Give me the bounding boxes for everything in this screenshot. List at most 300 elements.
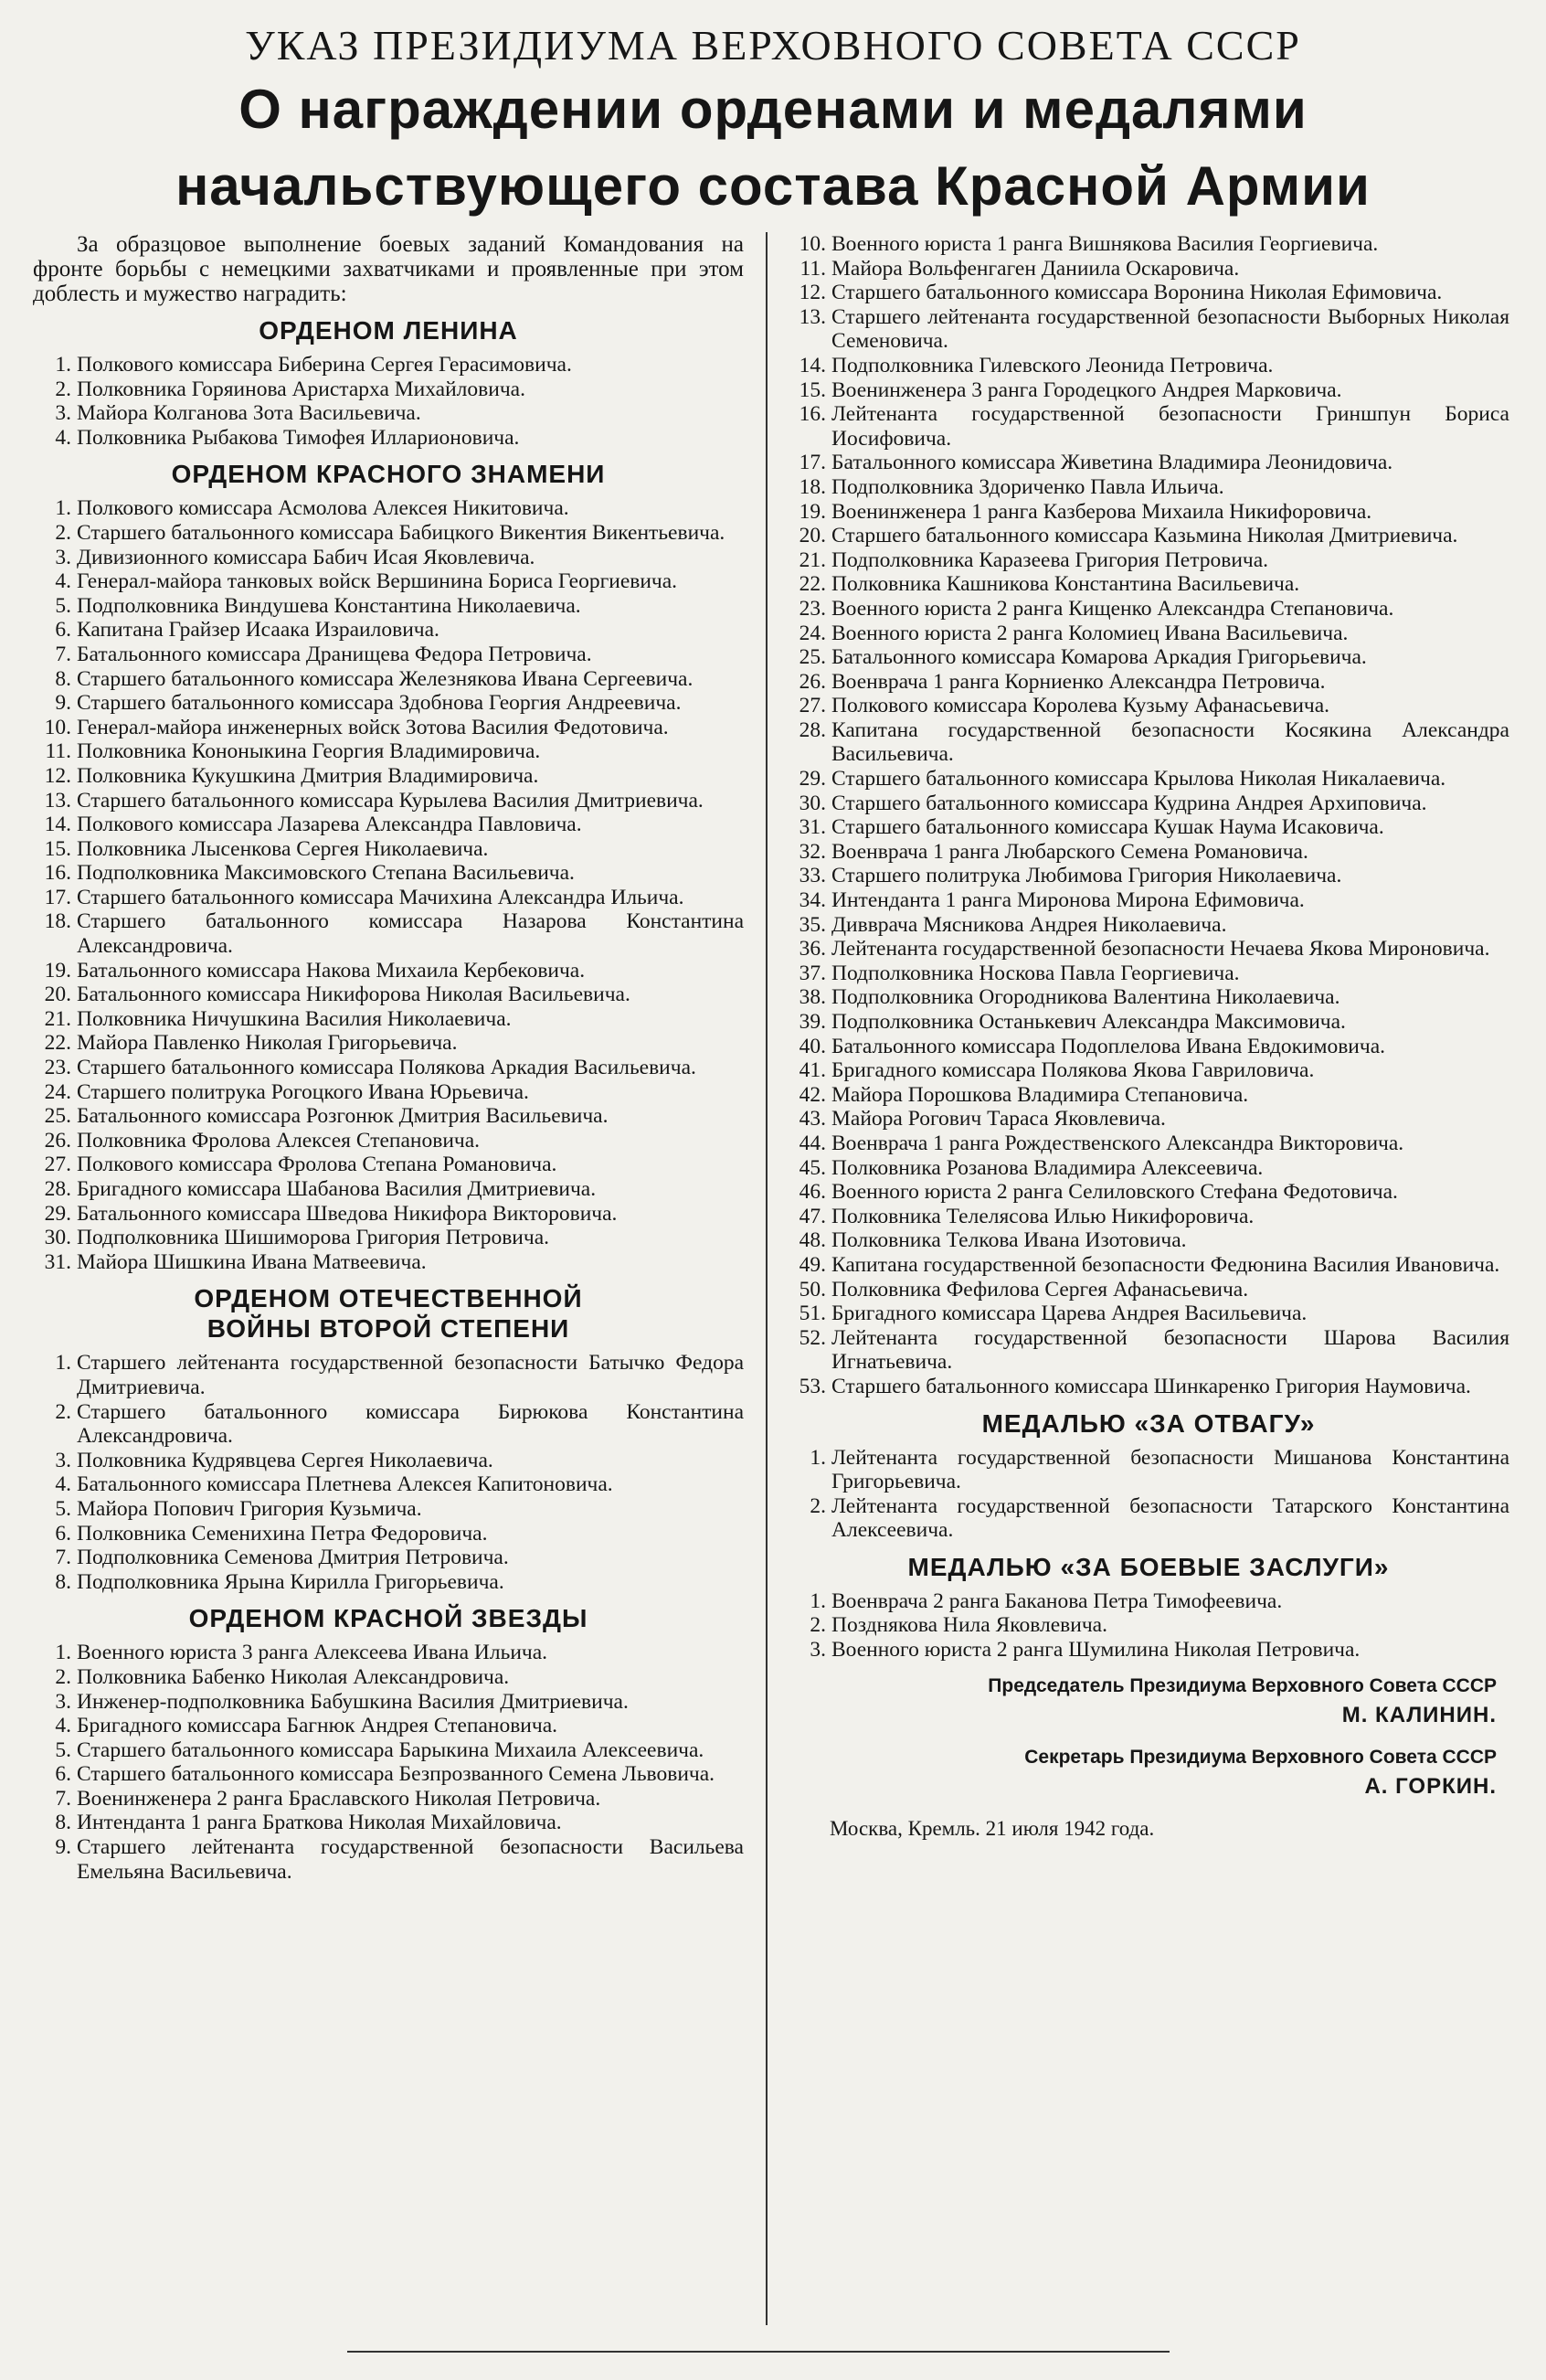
item-text: Батальонного комиссара Шведова Никифора Викторовича. [77,1201,618,1226]
section-heading: МЕДАЛЬЮ «ЗА ОТВАГУ» [981,1408,1316,1438]
award-item [33,1546,744,1570]
award-item [33,1762,744,1787]
award-item [788,1326,1509,1375]
award-item [33,426,744,451]
item-number: 11. [45,739,71,764]
award-item [33,1497,744,1522]
item-text: Подполковника Ярына Кирилла Григорьевича. [77,1569,504,1594]
item-number: 2. [55,1399,71,1424]
left-column [33,232,744,1884]
item-number: 18. [44,909,71,934]
item-text: Полковника Кашникова Константина Васильевича. [831,572,1300,597]
item-text: Старшего батальонного комиссара Здобнова Георгия Андреевича. [77,691,682,716]
award-item [33,1400,744,1449]
award-item [33,643,744,667]
item-number: 4. [55,425,71,450]
award-item [33,1250,744,1275]
item-number: 34. [799,888,826,913]
item-number: 3. [55,401,71,426]
item-number: 3. [55,1448,71,1472]
item-text: Дивврача Мясникова Андрея Николаевича. [831,912,1227,937]
item-text: Дивизионного комиссара Бабич Исая Яковлевича. [77,545,535,569]
item-number: 23. [799,596,826,621]
item-text: Военврача 1 ранга Любарского Семена Романовича. [831,839,1308,864]
item-text: Майора Шишкина Ивана Матвеевича. [77,1249,427,1274]
award-item [788,1613,1509,1638]
award-item [33,1522,744,1546]
award-item [788,305,1509,354]
award-item [33,521,744,546]
award-item [788,840,1509,865]
award-item [33,886,744,910]
award-item [788,354,1509,378]
award-item [33,618,744,643]
item-number: 19. [799,499,826,524]
item-text: Старшего политрука Любимова Григория Николаевича. [831,864,1342,888]
award-item [788,718,1509,767]
item-text: Полкового комиссара Фролова Степана Романовича. [77,1153,557,1177]
item-number: 21. [799,547,826,572]
item-number: 31. [44,1249,71,1274]
award-item [33,1202,744,1227]
award-item [788,402,1509,451]
award-item [33,909,744,958]
award-item [33,1351,744,1399]
award-item [33,1787,744,1812]
award-item [788,1253,1509,1278]
item-number: 2. [810,1493,826,1518]
item-number: 25. [44,1104,71,1129]
item-number: 39. [799,1010,826,1034]
main-title-line-2: начальствующего состава Красной Армии [175,155,1371,217]
item-text: Старшего батальонного комиссара Крылова Николая Никалаевича. [831,767,1446,792]
item-number: 4. [55,1472,71,1497]
award-item [788,1494,1509,1543]
item-text: Военинженера 2 ранга Браславского Николая Петровича. [77,1786,601,1811]
award-item [788,524,1509,548]
item-number: 2. [810,1613,826,1638]
item-number: 36. [799,937,826,962]
item-text: Батальонного комиссара Розгонюк Дмитрия Васильевича. [77,1104,609,1129]
item-text: Лейтенанта государственной безопасности Гриншпун Бориса Иосифовича. [831,402,1509,451]
item-text: Старшего батальонного комиссара Назарова Константина Александровича. [77,909,744,959]
item-text: Подполковника Огородникова Валентина Николаевича. [831,985,1340,1010]
item-number: 10. [799,232,826,256]
item-text: Полковника Рыбакова Тимофея Илларионовича. [77,425,520,450]
item-number: 1. [810,1588,826,1613]
award-item [788,1638,1509,1663]
item-number: 7. [55,1786,71,1811]
item-number: 22. [44,1031,71,1056]
item-text: Бригадного комиссара Полякова Якова Гавриловича. [831,1058,1315,1083]
item-text: Интенданта 1 ранга Браткова Николая Михайловича. [77,1811,562,1835]
award-item [33,983,744,1007]
main-title-line-1: О награждении орденами и медалями [238,79,1308,140]
item-number: 24. [44,1079,71,1104]
section-heading: ОРДЕНОМ ЛЕНИНА [259,316,518,345]
award-item [33,496,744,521]
item-number: 15. [799,377,826,402]
award-item [33,1007,744,1032]
award-item [33,716,744,740]
item-number: 29. [44,1201,71,1226]
item-text: Старшего политрука Рогоцкого Ивана Юрьевича. [77,1079,529,1104]
item-text: Батальонного комиссара Живетина Владимира Леонидовича. [831,451,1393,475]
award-item [788,888,1509,913]
award-list [33,1351,744,1594]
item-text: Старшего лейтенанта государственной безопасности Васильева Емельяна Васильевича. [77,1835,744,1884]
item-number: 52. [799,1325,826,1350]
item-text: Старшего лейтенанта государственной безопасности Выборных Николая Семеновича. [831,304,1509,354]
award-item [33,1129,744,1153]
item-text: Полковника Ничушкина Василия Николаевича. [77,1006,512,1031]
award-item [33,1738,744,1763]
item-number: 6. [55,1521,71,1546]
item-text: Генерал-майора танковых войск Вершинина Бориса Георгиевича. [77,569,678,594]
award-item [788,622,1509,646]
award-item [33,691,744,716]
award-item [33,1835,744,1884]
decree-title: УКАЗ ПРЕЗИДИУМА ВЕРХОВНОГО СОВЕТА СССР [245,22,1301,69]
item-number: 51. [799,1302,826,1326]
item-text: Военного юриста 3 ранга Алексеева Ивана Ильича. [77,1641,548,1665]
item-number: 35. [799,912,826,937]
item-text: Военврача 1 ранга Рождественского Александра Викторовича. [831,1131,1404,1155]
item-text: Батальонного комиссара Плетнева Алексея Капитоновича. [77,1472,613,1497]
award-item [788,645,1509,670]
item-text: Старшего батальонного комиссара Казьмина Николая Дмитриевича. [831,524,1458,548]
item-text: Старшего батальонного комиссара Курылева Василия Дмитриевича. [77,788,704,813]
place-date: Москва, Кремль. 21 июля 1942 года. [830,1816,1155,1840]
item-text: Майора Павленко Николая Григорьевича. [77,1031,458,1056]
item-number: 9. [55,691,71,716]
item-number: 1. [55,496,71,521]
item-number: 32. [799,839,826,864]
award-item [788,913,1509,938]
item-text: Старшего батальонного комиссара Полякова Аркадия Васильевича. [77,1056,696,1080]
item-text: Батальонного комиссара Дранищева Федора Петровича. [77,642,592,666]
item-number: 30. [44,1226,71,1250]
item-text: Полковника Горяинова Аристарха Михайловича. [77,377,525,401]
item-number: 25. [799,645,826,670]
right-column [788,232,1509,1843]
item-number: 7. [55,1546,71,1570]
item-number: 50. [799,1277,826,1302]
item-number: 11. [799,256,826,281]
item-number: 38. [799,985,826,1010]
award-item [788,1228,1509,1253]
award-item [33,546,744,570]
item-number: 26. [799,669,826,694]
item-number: 12. [799,281,826,305]
item-number: 29. [799,767,826,792]
item-text: Батальонного комиссара Никифорова Николая Васильевича. [77,983,630,1007]
item-text: Полковника Розанова Владимира Алексеевича. [831,1155,1264,1180]
item-text: Полковника Фролова Алексея Степановича. [77,1128,481,1153]
item-text: Старшего батальонного комиссара Мачихина Александра Ильича. [77,885,684,909]
award-list [788,1446,1509,1543]
award-item [788,475,1509,500]
item-number: 45. [799,1155,826,1180]
item-number: 33. [799,864,826,888]
item-text: Батальонного комиссара Накова Михаила Кербековича. [77,958,586,983]
award-item [788,670,1509,695]
award-item [788,1010,1509,1035]
award-item [788,1035,1509,1059]
award-item [33,1177,744,1202]
item-number: 12. [44,763,71,788]
item-text: Полковника Кононыкина Георгия Владимировича. [77,739,541,764]
item-text: Лейтенанта государственной безопасности Нечаева Якова Мироновича. [831,937,1490,962]
item-text: Старшего батальонного комиссара Шинкаренко Григория Наумовича. [831,1374,1471,1398]
item-text: Лейтенанта государственной безопасности Мишанова Константина Григорьевича. [831,1445,1509,1494]
item-number: 46. [799,1180,826,1205]
award-item [788,378,1509,403]
item-text: Батальонного комиссара Комарова Аркадия Григорьевича. [831,645,1367,670]
item-text: Старшего батальонного комиссара Кушак Наума Исаковича. [831,815,1384,840]
award-item [33,353,744,377]
item-text: Военного юриста 1 ранга Вишнякова Василия Георгиевича. [831,232,1379,256]
award-item [788,1278,1509,1302]
column-divider [766,232,768,2325]
award-item [788,257,1509,282]
item-text: Бригадного комиссара Багнюк Андрея Степановича. [77,1714,558,1738]
signatures [788,1672,1509,1843]
item-number: 13. [799,304,826,329]
item-text: Подполковника Шишиморова Григория Петровича. [77,1226,549,1250]
item-number: 22. [799,572,826,597]
award-item [33,569,744,594]
item-number: 53. [799,1374,826,1398]
item-number: 30. [799,791,826,815]
item-number: 49. [799,1252,826,1277]
item-number: 6. [55,618,71,643]
item-text: Капитана государственной безопасности Федюнина Василия Ивановича. [831,1252,1500,1277]
award-item [788,985,1509,1010]
item-text: Полковника Телелясова Илью Никифоровича. [831,1204,1255,1228]
award-item [788,1302,1509,1326]
item-text: Полкового комиссара Асмолова Алексея Никитовича. [77,496,569,521]
award-item [788,1156,1509,1181]
chairman-role: Председатель Президиума Верховного Совета СССР [988,1674,1497,1696]
award-item [33,1665,744,1690]
item-number: 37. [799,961,826,985]
item-number: 20. [44,983,71,1007]
item-text: Полкового комиссара Биберина Сергея Герасимовича. [77,353,572,377]
award-item [788,572,1509,597]
item-text: Подполковника Гилевского Леонида Петровича. [831,353,1274,377]
item-number: 1. [55,1641,71,1665]
award-item [788,1058,1509,1083]
item-number: 10. [44,715,71,739]
award-item [33,1714,744,1738]
item-text: Полковника Семенихина Петра Федоровича. [77,1521,488,1546]
item-number: 42. [799,1082,826,1107]
item-number: 17. [799,451,826,475]
item-text: Лейтенанта государственной безопасности Шарова Василия Игнатьевича. [831,1325,1509,1375]
award-item [788,548,1509,573]
item-text: Военврача 1 ранга Корниенко Александра Петровича. [831,669,1326,694]
item-text: Старшего батальонного комиссара Кудрина Андрея Архиповича. [831,791,1427,815]
item-number: 43. [799,1107,826,1132]
award-list [788,1589,1509,1663]
item-number: 2. [55,520,71,545]
award-item [33,377,744,402]
item-text: Подполковника Здориченко Павла Ильича. [831,474,1224,499]
item-text: Военного юриста 2 ранга Шумилина Николая Петровича. [831,1638,1361,1663]
item-text: Старшего батальонного комиссара Бабицкого Викентия Викентьевича. [77,520,725,545]
award-item [33,1472,744,1497]
award-item [33,837,744,862]
item-number: 28. [799,717,826,742]
award-item [33,401,744,426]
item-text: Инженер-подполковника Бабушкина Василия Дмитриевича. [77,1689,629,1714]
item-text: Старшего батальонного комиссара Бирюкова Константина Александровича. [77,1399,744,1449]
item-text: Подполковника Носкова Павла Георгиевича. [831,961,1240,985]
bottom-rule [347,2351,1170,2353]
award-item [788,1180,1509,1205]
item-text: Майора Попович Григория Кузьмича. [77,1496,422,1521]
award-item [33,1641,744,1665]
item-text: Военинженера 1 ранга Казберова Михаила Никифоровича. [831,499,1372,524]
item-number: 14. [799,353,826,377]
award-item [788,232,1509,257]
award-item [33,1056,744,1080]
award-list [33,1641,744,1884]
item-number: 21. [44,1006,71,1031]
award-item [33,739,744,764]
item-text: Полковника Кудрявцева Сергея Николаевича. [77,1448,493,1472]
item-number: 26. [44,1128,71,1153]
item-number: 31. [799,815,826,840]
award-item [33,667,744,692]
section-heading: ОРДЕНОМ КРАСНОГО ЗНАМЕНИ [171,460,606,489]
item-text: Военинженера 3 ранга Городецкого Андрея Марковича. [831,377,1342,402]
item-number: 1. [810,1445,826,1470]
item-text: Интенданта 1 ранга Миронова Мирона Ефимовича. [831,888,1305,913]
award-item [33,959,744,983]
item-number: 13. [44,788,71,813]
item-text: Генерал-майора инженерных войск Зотова Василия Федотовича. [77,715,669,739]
item-number: 48. [799,1228,826,1253]
item-text: Капитана Грайзер Исаака Израиловича. [77,618,439,643]
item-text: Военного юриста 2 ранга Коломиец Ивана Васильевича. [831,621,1349,645]
header [55,20,1491,225]
item-text: Старшего батальонного комиссара Безпрозванного Семена Львовича. [77,1762,715,1787]
award-list [33,496,744,1274]
item-text: Майора Вольфенгаген Даниила Оскаровича. [831,256,1240,281]
item-number: 9. [55,1835,71,1860]
item-number: 27. [44,1153,71,1177]
item-text: Полкового комиссара Королева Кузьму Афанасьевича. [831,694,1330,718]
section-heading: МЕДАЛЬЮ «ЗА БОЕВЫЕ ЗАСЛУГИ» [907,1552,1390,1581]
item-text: Позднякова Нила Яковлевича. [831,1613,1107,1638]
item-number: 27. [799,694,826,718]
item-number: 4. [55,1714,71,1738]
award-item [788,281,1509,305]
item-text: Майора Колганова Зота Васильевича. [77,401,421,426]
item-number: 7. [55,642,71,666]
item-number: 8. [55,1569,71,1594]
award-item [788,1589,1509,1614]
item-number: 16. [799,402,826,427]
award-item [33,1080,744,1105]
award-item [33,1811,744,1835]
award-item [788,1107,1509,1132]
item-number: 5. [55,1496,71,1521]
item-number: 20. [799,524,826,548]
item-number: 18. [799,474,826,499]
item-text: Подполковника Семенова Дмитрия Петровича. [77,1546,509,1570]
award-item [33,1153,744,1177]
item-number: 1. [55,353,71,377]
item-number: 5. [55,1737,71,1762]
award-list [33,353,744,450]
item-text: Военврача 2 ранга Баканова Петра Тимофеевича. [831,1588,1283,1613]
item-number: 1. [55,1351,71,1376]
item-text: Военного юриста 2 ранга Кищенко Александра Степановича. [831,596,1394,621]
item-text: Подполковника Каразеева Григория Петровича. [831,547,1269,572]
award-item [33,1031,744,1056]
award-item [788,815,1509,840]
award-item [788,1132,1509,1156]
award-item [788,792,1509,816]
item-number: 5. [55,593,71,618]
item-text: Полковника Фефилова Сергея Афанасьевича. [831,1277,1249,1302]
item-number: 40. [799,1034,826,1058]
item-number: 17. [44,885,71,909]
item-text: Подполковника Максимовского Степана Васильевича. [77,861,575,886]
item-text: Батальонного комиссара Подоплелова Ивана Евдокимовича. [831,1034,1385,1058]
item-text: Военного юриста 2 ранга Селиловского Стефана Федотовича. [831,1180,1398,1205]
award-item [33,861,744,886]
item-number: 23. [44,1056,71,1080]
award-list [788,232,1509,1399]
award-item [788,1083,1509,1108]
item-number: 2. [55,1664,71,1689]
item-number: 41. [799,1058,826,1083]
award-item [788,597,1509,622]
item-text: Бригадного комиссара Царева Андрея Васильевича. [831,1302,1308,1326]
section-heading: ОРДЕНОМ КРАСНОЙ ЗВЕЗДЫ [188,1604,588,1633]
award-item [33,789,744,813]
award-item [788,864,1509,888]
award-item [788,1375,1509,1399]
intro-paragraph: За образцовое выполнение боевых заданий Командования на фронте борьбы с немецкими захватчиками и проявленные при этом доблесть и мужество наградить: [33,232,744,306]
item-number: 6. [55,1762,71,1787]
item-text: Майора Порошкова Владимира Степановича. [831,1082,1249,1107]
item-number: 44. [799,1131,826,1155]
chairman-name: М. КАЛИНИН. [1341,1702,1497,1727]
award-item [33,1690,744,1715]
award-item [33,1104,744,1129]
item-number: 19. [44,958,71,983]
item-text: Полковника Кукушкина Дмитрия Владимировича. [77,763,539,788]
item-number: 28. [44,1177,71,1201]
item-number: 3. [55,1689,71,1714]
item-text: Майора Рогович Тараса Яковлевича. [831,1107,1166,1132]
award-item [788,937,1509,962]
item-text: Полковника Лысенкова Сергея Николаевича. [77,836,489,861]
item-number: 3. [55,545,71,569]
item-number: 3. [810,1638,826,1663]
item-text: Лейтенанта государственной безопасности Татарского Константина Алексеевича. [831,1493,1509,1543]
award-item [788,500,1509,525]
item-text: Старшего лейтенанта государственной безопасности Батычко Федора Дмитриевича. [77,1351,744,1399]
item-text: Полкового комиссара Лазарева Александра Павловича. [77,813,582,837]
secretary-name: А. ГОРКИН. [1364,1773,1497,1799]
item-text: Старшего батальонного комиссара Барыкина Михаила Алексеевича. [77,1737,704,1762]
